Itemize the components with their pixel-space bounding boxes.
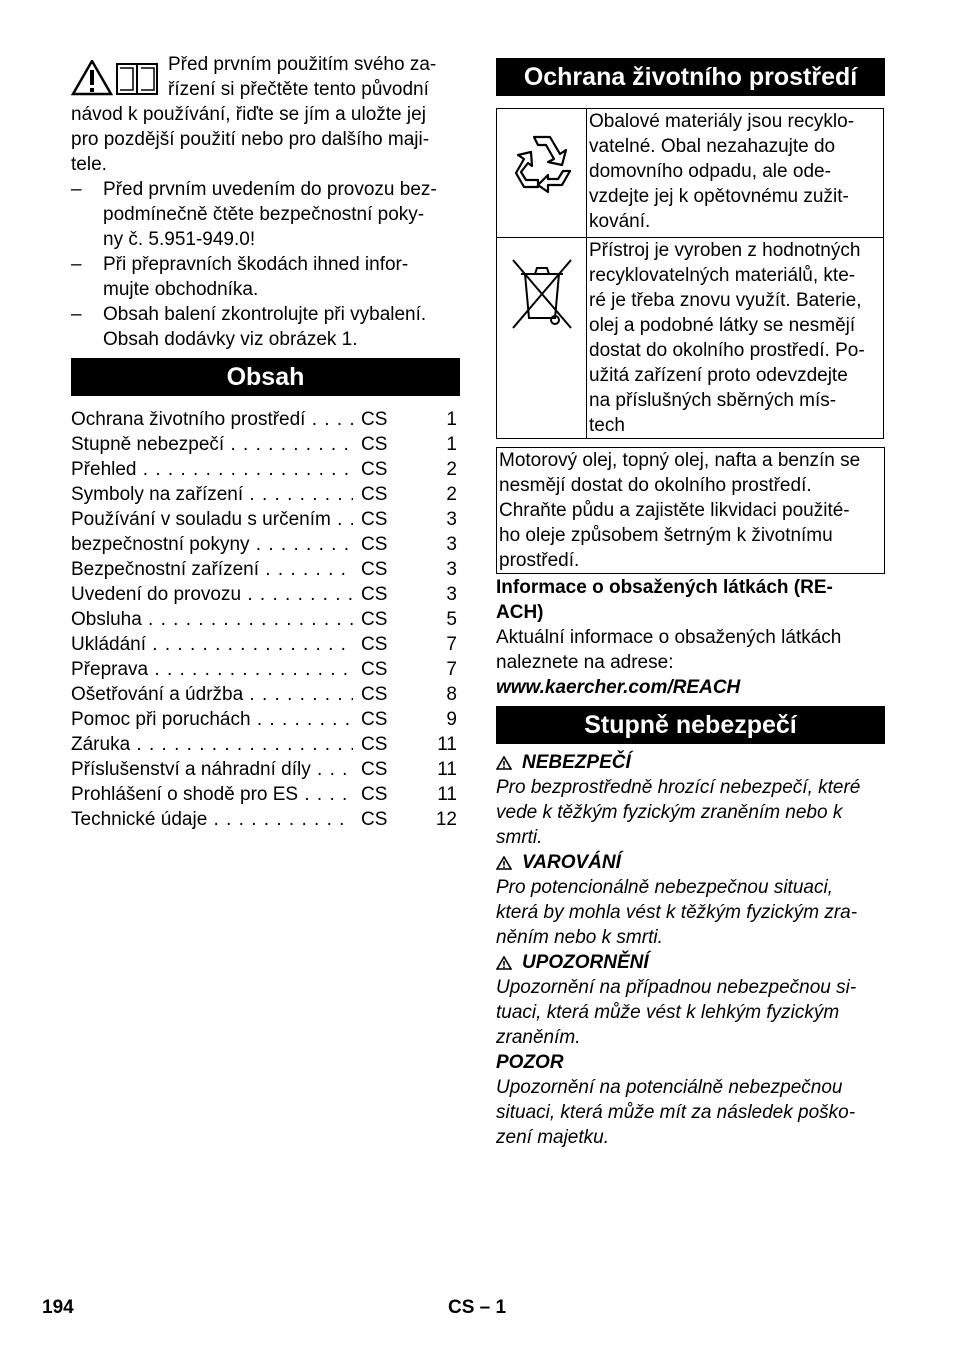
reach-heading	[496, 575, 888, 625]
toc-row[interactable]	[71, 607, 460, 632]
toc-title: Příslušenství a náhradní díly . . .	[71, 757, 353, 782]
toc-page: 12	[435, 809, 457, 830]
toc-row[interactable]	[71, 457, 460, 482]
toc-row[interactable]	[71, 407, 460, 432]
toc-title: Přehled . . .	[71, 457, 353, 482]
toc-lang: CS	[361, 459, 388, 480]
page-number: 194	[42, 1297, 74, 1318]
toc-lang: CS	[361, 409, 388, 430]
text-line: situaci, která může mít za následek poško-	[496, 1102, 856, 1123]
toc-page: 11	[437, 759, 457, 780]
toc-lang: CS	[361, 609, 388, 630]
warning-triangle-icon	[496, 956, 512, 970]
toc-row[interactable]	[71, 757, 460, 782]
toc-lang: CS	[361, 734, 388, 755]
danger-level-heading	[496, 850, 621, 875]
intro-bullet	[71, 252, 463, 302]
text-line: Při přepravních škodách ihned infor-	[103, 254, 409, 275]
text-line: Přístroj je vyroben z hodnotných	[589, 240, 861, 261]
text-line: Obalové materiály jsou recyklo-	[589, 111, 855, 132]
toc-lang: CS	[361, 484, 388, 505]
toc-title: Prohlášení o shodě pro ES . . .	[71, 782, 353, 807]
text-line: podmínečně čtěte bezpečnostní poky-	[103, 204, 425, 225]
toc-lang: CS	[361, 809, 388, 830]
text-line: recyklovatelných materiálů, kte-	[589, 265, 856, 286]
text-line: ACH)	[496, 602, 544, 623]
text-line: něním nebo k smrti.	[496, 927, 663, 948]
toc-lang: CS	[361, 709, 388, 730]
text-line: tele.	[71, 154, 107, 175]
text-line: Informace o obsažených látkách (RE-	[496, 577, 833, 598]
recycle-icon	[504, 129, 580, 205]
text-line: návod k používání, řiďte se jím a uložte jej	[71, 104, 426, 125]
warning-triangle-icon	[496, 756, 512, 770]
toc-title: Stupně nebezpečí . . .	[71, 432, 353, 457]
danger-level-heading	[496, 950, 649, 975]
toc-lang: CS	[361, 509, 388, 530]
toc-row[interactable]	[71, 807, 460, 832]
section-footer: CS – 1	[448, 1297, 507, 1318]
toc-page: 9	[446, 709, 457, 730]
danger-level-text	[496, 875, 888, 950]
toc-lang: CS	[361, 584, 388, 605]
toc-lang: CS	[361, 559, 388, 580]
bullet-dash: –	[71, 304, 82, 325]
toc-row[interactable]	[71, 632, 460, 657]
toc-title: Ukládání . . .	[71, 632, 353, 657]
text-line: zraněním.	[496, 1027, 581, 1048]
text-line: Upozornění na potenciálně nebezpečnou	[496, 1077, 843, 1098]
text-line: olej a podobné látky se nesmějí	[589, 315, 856, 336]
toc-heading: Obsah	[71, 358, 460, 396]
text-line: mujte obchodníka.	[103, 279, 259, 300]
intro-rest-lines	[71, 102, 463, 177]
text-line: Motorový olej, topný olej, nafta a benzín se	[499, 450, 861, 471]
toc-title: Pomoc při poruchách . . .	[71, 707, 353, 732]
text-line: prostředí.	[499, 550, 580, 571]
text-line: Pro bezprostředně hrozící nebezpečí, které	[496, 777, 861, 798]
text-line: domovního odpadu, ale ode-	[589, 161, 831, 182]
toc-title: Symboly na zařízení . . .	[71, 482, 353, 507]
toc-page: 2	[446, 459, 457, 480]
text-line: zení majetku.	[496, 1127, 609, 1148]
toc-title: Záruka . . .	[71, 732, 353, 757]
toc-page: 7	[446, 634, 457, 655]
toc-page: 11	[437, 784, 457, 805]
toc-row[interactable]	[71, 532, 460, 557]
text-line: pro pozdější použití nebo pro dalšího maji-	[71, 129, 430, 150]
bullet-dash: –	[71, 254, 82, 275]
toc-lang: CS	[361, 784, 388, 805]
text-line: ho oleje způsobem šetrným k životnímu	[499, 525, 833, 546]
text-line: dostat do okolního prostředí. Po-	[589, 340, 865, 361]
danger-level-label: NEBEZPEČÍ	[522, 752, 631, 773]
toc-title: Obsluha . . .	[71, 607, 353, 632]
warning-triangle-icon	[71, 60, 161, 96]
toc-lang: CS	[361, 534, 388, 555]
text-line: naleznete na adrese:	[496, 652, 674, 673]
intro-first-lines	[168, 52, 460, 102]
toc-page: 8	[446, 684, 457, 705]
text-line: Chraňte půdu a zajistěte likvidaci použité-	[499, 500, 850, 521]
toc-row[interactable]	[71, 507, 460, 532]
toc-title: Bezpečnostní zařízení . . .	[71, 557, 353, 582]
text-line: tech	[589, 415, 625, 436]
toc-lang: CS	[361, 684, 388, 705]
danger-heading: Stupně nebezpečí	[496, 706, 885, 744]
text-line: Pro potencionálně nebezpečnou situaci,	[496, 877, 833, 898]
toc-page: 3	[446, 584, 457, 605]
text-line: řízení si přečtěte tento původní	[168, 79, 429, 100]
toc-page: 7	[446, 659, 457, 680]
toc-page: 5	[446, 609, 457, 630]
toc-row[interactable]	[71, 682, 460, 707]
text-line: Obsah dodávky viz obrázek 1.	[103, 329, 358, 350]
toc-title: bezpečnostní pokyny . . .	[71, 532, 353, 557]
toc-page: 11	[437, 734, 457, 755]
danger-level-label: VAROVÁNÍ	[522, 852, 621, 873]
toc-page: 3	[446, 509, 457, 530]
text-line: Obsah balení zkontrolujte při vybalení.	[103, 304, 427, 325]
text-line: vede k těžkým fyzickým zraněním nebo k	[496, 802, 843, 823]
manual-book-icon	[117, 64, 157, 94]
toc-row[interactable]	[71, 482, 460, 507]
toc-lang: CS	[361, 634, 388, 655]
text-line: vatelné. Obal nezahazujte do	[589, 136, 836, 157]
text-line: nesmějí dostat do okolního prostředí.	[499, 475, 812, 496]
danger-level-label: UPOZORNĚNÍ	[522, 952, 649, 973]
bullet-dash: –	[71, 179, 82, 200]
toc-title: Uvedení do provozu . . .	[71, 582, 353, 607]
toc-page: 3	[446, 534, 457, 555]
intro-bullet	[71, 302, 463, 352]
toc-row[interactable]	[71, 782, 460, 807]
env-table	[496, 108, 884, 439]
text-line: ré je třeba znovu využít. Baterie,	[589, 290, 862, 311]
danger-level-text	[496, 775, 888, 850]
toc-title: Technické údaje . . .	[71, 807, 353, 832]
toc-lang: CS	[361, 434, 388, 455]
text-line: smrti.	[496, 827, 543, 848]
toc-title: Ošetřování a údržba . . .	[71, 682, 353, 707]
text-line: Před prvním použitím svého za-	[168, 54, 437, 75]
text-line: Aktuální informace o obsažených látkách	[496, 627, 842, 648]
toc-page: 1	[446, 434, 457, 455]
toc-row[interactable]	[71, 557, 460, 582]
pozor-text	[496, 1075, 888, 1150]
toc-page: 2	[446, 484, 457, 505]
toc-row[interactable]	[71, 707, 460, 732]
toc-list	[71, 407, 460, 832]
bin-icon-cell	[497, 238, 587, 439]
toc-row[interactable]	[71, 657, 460, 682]
toc-row[interactable]	[71, 582, 460, 607]
pozor-heading: POZOR	[496, 1052, 564, 1073]
danger-level-heading	[496, 750, 631, 775]
reach-url-link[interactable]: www.kaercher.com/REACH	[496, 677, 741, 698]
intro-icons	[71, 60, 161, 96]
toc-lang: CS	[361, 759, 388, 780]
device-text-cell	[587, 238, 884, 439]
text-line: na příslušných sběrných mís-	[589, 390, 837, 411]
toc-title: Přeprava . . .	[71, 657, 353, 682]
oil-notice-box	[496, 447, 885, 574]
toc-title: Používání v souladu s určením . . .	[71, 507, 353, 532]
toc-row[interactable]	[71, 732, 460, 757]
recycle-icon-cell	[497, 109, 587, 238]
env-heading: Ochrana životního prostředí	[496, 58, 885, 96]
reach-text	[496, 625, 888, 675]
text-line: vzdejte jej k opětovnému zužit-	[589, 186, 849, 207]
danger-level-text	[496, 975, 888, 1050]
crossed-out-bin-icon	[507, 252, 577, 332]
toc-title: Ochrana životního prostředí . . .	[71, 407, 353, 432]
toc-page: 1	[446, 409, 457, 430]
toc-lang: CS	[361, 659, 388, 680]
text-line: Upozornění na případnou nebezpečnou si-	[496, 977, 857, 998]
warning-triangle-icon	[496, 856, 512, 870]
text-line: která by mohla vést k těžkým fyzickým zra-	[496, 902, 858, 923]
text-line: ny č. 5.951-949.0!	[103, 229, 256, 250]
toc-row[interactable]	[71, 432, 460, 457]
recycle-text-cell	[587, 109, 884, 238]
toc-page: 3	[446, 559, 457, 580]
text-line: tuaci, která může vést k lehkým fyzickým	[496, 1002, 840, 1023]
text-line: Před prvním uvedením do provozu bez-	[103, 179, 437, 200]
text-line: užitá zařízení proto odevzdejte	[589, 365, 848, 386]
intro-bullet	[71, 177, 463, 252]
text-line: kování.	[589, 211, 651, 232]
